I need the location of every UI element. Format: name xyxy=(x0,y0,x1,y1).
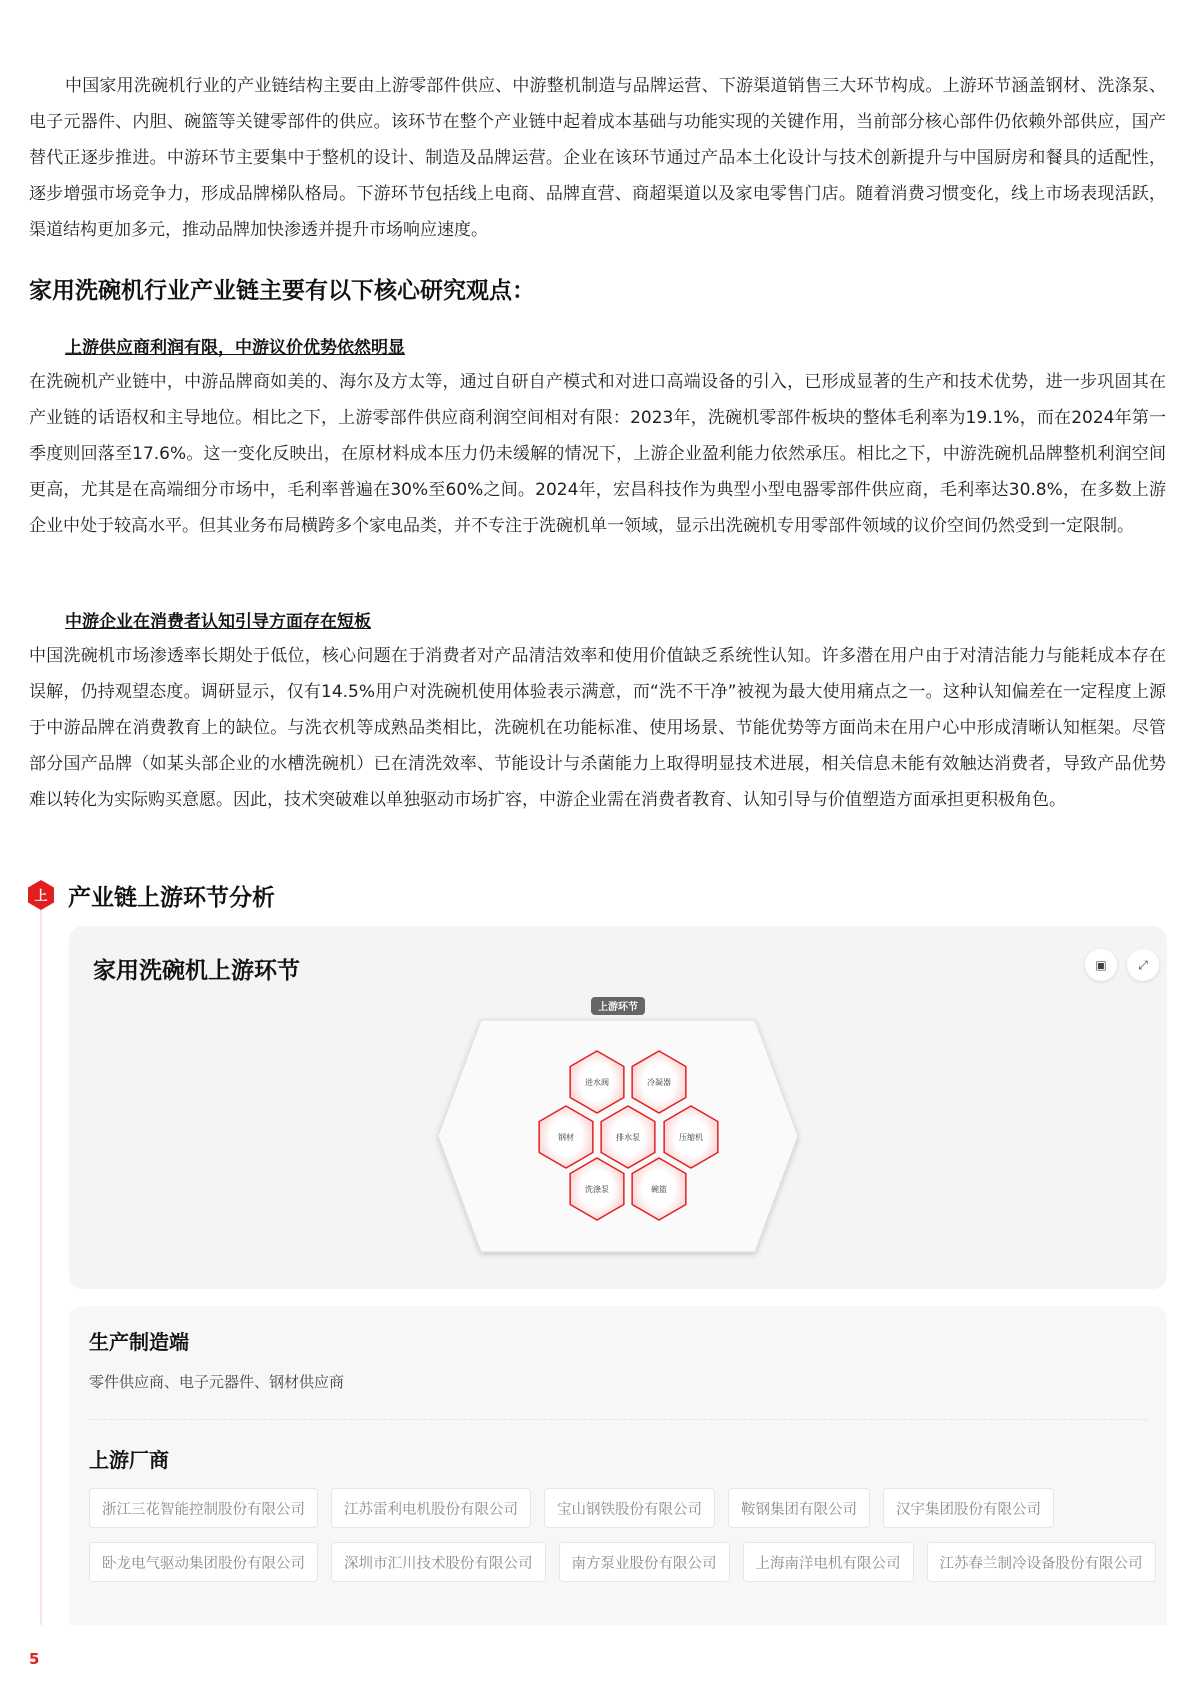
diagram-card xyxy=(69,926,1167,1289)
component-label: 洗涤泵 xyxy=(585,1185,609,1194)
vendor-tags xyxy=(89,1488,1156,1596)
vendor-tag[interactable]: 宝山钢铁股份有限公司 xyxy=(544,1488,715,1528)
point-1-body: 在洗碗机产业链中，中游品牌商如美的、海尔及方太等，通过自研自产模式和对进口高端设备的引入，已形成显著的生产和技术优势，进一步巩固其在产业链的话语权和主导地位。相比之下，上游零部件供应商利润空间相对有限：2023年，洗碗机零部件板块的整体毛利率为19.1%，而在2024年第一季度则回落至17.6%。这一变化反映出，在原材料成本压力仍未缓解的情况下，上游企业盈利能力依然承压。相比之下，中游洗碗机品牌整机利润空间更高，尤其是在高端细分市场中，毛利率普遍在30%至60%之间。2024年，宏昌科技作为典型小型电器零部件供应商，毛利率达30.8%，在多数上游企业中处于较高水平。但其业务布局横跨多个家电品类，并不专注于洗碗机单一领域，显示出洗碗机专用零部件领域的议价空间仍然受到一定限制。 xyxy=(29,372,1166,536)
section-title: 产业链上游环节分析 xyxy=(68,885,275,911)
vendor-tag[interactable]: 深圳市汇川技术股份有限公司 xyxy=(331,1542,546,1582)
info-card xyxy=(69,1306,1167,1625)
point-1-title: 上游供应商利润有限，中游议价优势依然明显 xyxy=(65,338,405,358)
vendor-tag[interactable]: 鞍钢集团有限公司 xyxy=(728,1488,870,1528)
component-label: 压缩机 xyxy=(679,1133,703,1142)
manufacturing-desc: 零件供应商、电子元器件、钢材供应商 xyxy=(89,1373,345,1391)
document-icon[interactable]: ▣ xyxy=(1085,949,1117,981)
vendor-tag[interactable]: 江苏雷利电机股份有限公司 xyxy=(331,1488,531,1528)
manufacturing-label: 生产制造端 xyxy=(89,1330,189,1354)
component-label: 排水泵 xyxy=(616,1133,640,1142)
divider xyxy=(89,1419,1147,1420)
vendor-tag[interactable]: 浙江三花智能控制股份有限公司 xyxy=(89,1488,318,1528)
vendor-tag[interactable]: 汉宇集团股份有限公司 xyxy=(883,1488,1054,1528)
intro-paragraph: 中国家用洗碗机行业的产业链结构主要由上游零部件供应、中游整机制造与品牌运营、下游渠道销售三大环节构成。上游环节涵盖钢材、洗涤泵、电子元器件、内胆、碗篮等关键零部件的供应。该环节在整个产业链中起着成本基础与功能实现的关键作用，当前部分核心部件仍依赖外部供应，国产替代正逐步推进。中游环节主要集中于整机的设计、制造及品牌运营。企业在该环节通过产品本土化设计与技术创新提升与中国厨房和餐具的适配性，逐步增强市场竞争力，形成品牌梯队格局。下游环节包括线上电商、品牌直营、商超渠道以及家电零售门店。随着消费习惯变化，线上市场表现活跃，渠道结构更加多元，推动品牌加快渗透并提升市场响应速度。 xyxy=(29,76,1166,240)
vendors-label: 上游厂商 xyxy=(89,1448,169,1472)
vendor-tag[interactable]: 卧龙电气驱动集团股份有限公司 xyxy=(89,1542,318,1582)
point-2-body: 中国洗碗机市场渗透率长期处于低位，核心问题在于消费者对产品清洁效率和使用价值缺乏系统性认知。许多潜在用户由于对清洁能力与能耗成本存在误解，仍持观望态度。调研显示，仅有14.5%用户对洗碗机使用体验表示满意，而“洗不干净”被视为最大使用痛点之一。这种认知偏差在一定程度上源于中游品牌在消费教育上的缺位。与洗衣机等成熟品类相比，洗碗机在功能标准、使用场景、节能优势等方面尚未在用户心中形成清晰认知框架。尽管部分国产品牌（如某头部企业的水槽洗碗机）已在清洗效率、节能设计与杀菌能力上取得明显技术进展，相关信息未能有效触达消费者，导致产品优势难以转化为实际购买意愿。因此，技术突破难以单独驱动市场扩容，中游企业需在消费者教育、认知引导与价值塑造方面承担更积极角色。 xyxy=(29,646,1166,810)
diagram-badge-label: 上游环节 xyxy=(598,1002,638,1013)
component-label: 钢材 xyxy=(558,1133,574,1142)
svg-text:上: 上 xyxy=(34,889,48,904)
vendor-tag[interactable]: 南方泵业股份有限公司 xyxy=(559,1542,730,1582)
core-views-heading: 家用洗碗机行业产业链主要有以下核心研究观点： xyxy=(29,278,535,304)
component-label: 冷凝器 xyxy=(647,1078,671,1087)
point-2-title: 中游企业在消费者认知引导方面存在短板 xyxy=(65,612,371,632)
expand-icon[interactable]: ⤢ xyxy=(1127,949,1159,981)
component-label: 碗篮 xyxy=(651,1185,667,1194)
component-label: 进水阀 xyxy=(585,1078,609,1087)
page-number: 5 xyxy=(29,1650,40,1668)
vendor-row xyxy=(89,1542,1156,1582)
diagram-card-title: 家用洗碗机上游环节 xyxy=(93,958,300,984)
section-hexagon-icon xyxy=(28,880,54,910)
vendor-row xyxy=(89,1488,1156,1528)
vendor-tag[interactable]: 江苏春兰制冷设备股份有限公司 xyxy=(927,1542,1156,1582)
vendor-tag[interactable]: 上海南洋电机有限公司 xyxy=(743,1542,914,1582)
timeline-line xyxy=(40,908,42,1625)
upstream-diagram xyxy=(69,926,1167,1289)
